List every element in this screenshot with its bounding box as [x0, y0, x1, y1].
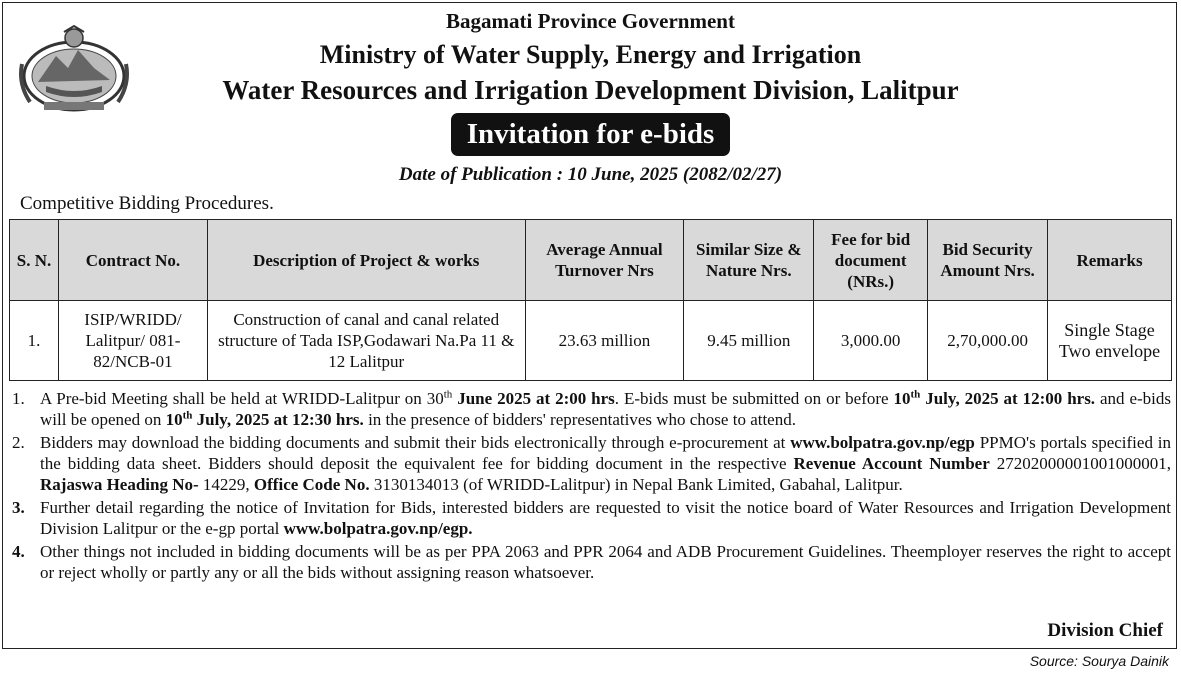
source-credit: Source: Sourya Dainik [1029, 653, 1169, 669]
note-bold: Rajaswa Heading No- [40, 475, 199, 494]
note-text: Other things not included in bidding documents will be as per PPA 2063 and PPR 2064 and ADB Procurement Guidelines. Theemployer reserves the right to accept or reject wholly or partly any or all the bids without assigning reason whatsoever. [40, 542, 1171, 582]
note-4 [10, 541, 1171, 583]
publication-date: Date of Publication : 10 June, 2025 (2082/02/27) [398, 164, 783, 185]
note-text: 27202000001001000001, [989, 454, 1172, 473]
note-bold: July, 2025 at 12:00 hrs. [925, 389, 1096, 408]
cell-similar: 9.45 million [684, 301, 814, 381]
note-text: 14229, [198, 475, 254, 494]
notes-list [10, 388, 1171, 585]
note-number: 2. [12, 433, 25, 452]
procedure-label: Competitive Bidding Procedures. [20, 193, 274, 214]
ministry-name: Ministry of Water Supply, Energy and Irrigation [319, 40, 862, 69]
header-turnover: Average Annual Turnover Nrs [525, 220, 684, 301]
header-similar: Similar Size & Nature Nrs. [684, 220, 814, 301]
note-number: 4. [12, 542, 25, 561]
table-row [10, 301, 1172, 381]
note-bold: Revenue Account Number [793, 454, 990, 473]
bids-table [9, 219, 1172, 381]
note-number: 1. [12, 389, 25, 408]
note-3 [10, 497, 1171, 539]
cell-sn: 1. [10, 301, 59, 381]
note-text: PPMO's portals specified in the bidding data sheet. Bidders should deposit the equivalent fee for bidding document in the respective [40, 433, 1171, 473]
note-bold: 10 [893, 389, 911, 408]
note-bold: 10 [165, 410, 183, 429]
header-fee: Fee for bid document (NRs.) [814, 220, 928, 301]
cell-remarks: Single Stage Two envelope [1048, 301, 1172, 381]
note-text: in the presence of bidders' representatives who chose to attend. [368, 410, 796, 429]
note-text: . E-bids must be submitted on or before [614, 389, 894, 408]
note-text: A Pre-bid Meeting shall be held at WRIDD-Lalitpur on 30 [40, 389, 444, 408]
header-contract: Contract No. [58, 220, 207, 301]
superscript: th [910, 388, 921, 401]
cell-turnover: 23.63 million [525, 301, 684, 381]
signature-title: Division Chief [1047, 620, 1163, 641]
egp-link-text: www.bolpatra.gov.np/egp [790, 433, 975, 452]
division-name: Water Resources and Irrigation Development Division, Lalitpur [222, 75, 959, 105]
note-number: 3. [12, 498, 25, 517]
cell-fee: 3,000.00 [814, 301, 928, 381]
notice-title: Invitation for e-bids [451, 113, 731, 156]
header-security: Bid Security Amount Nrs. [928, 220, 1048, 301]
note-text: 3130134013 (of WRIDD-Lalitpur) in Nepal Bank Limited, Gabahal, Lalitpur. [369, 475, 903, 494]
superscript: th [443, 388, 453, 401]
note-text: Further detail regarding the notice of Invitation for Bids, interested bidders are requested to visit the notice board of Water Resources and Irrigation Development Division Lalitpur or the e-gp portal [40, 498, 1171, 538]
table-header-row [10, 220, 1172, 301]
note-1 [10, 388, 1171, 430]
cell-description: Construction of canal and canal related structure of Tada ISP,Godawari Na.Pa 11 & 12 Lalitpur [207, 301, 525, 381]
cell-security: 2,70,000.00 [928, 301, 1048, 381]
header-sn: S. N. [10, 220, 59, 301]
note-2 [10, 432, 1171, 495]
superscript: th [182, 409, 193, 422]
header-description: Description of Project & works [207, 220, 525, 301]
note-bold: June 2025 at 2:00 hrs [457, 389, 615, 408]
government-name: Bagamati Province Government [446, 9, 735, 33]
header-remarks: Remarks [1048, 220, 1172, 301]
egp-link-text: www.bolpatra.gov.np/egp. [283, 519, 473, 538]
note-text: Bidders may download the bidding documents and submit their bids electronically through e-procurement at [40, 433, 791, 452]
note-bold: Office Code No. [253, 475, 370, 494]
note-text: and e-bids will be opened on [40, 389, 1171, 429]
cell-contract: ISIP/WRIDD/ Lalitpur/ 081-82/NCB-01 [58, 301, 207, 381]
note-bold: July, 2025 at 12:30 hrs. [196, 410, 364, 429]
